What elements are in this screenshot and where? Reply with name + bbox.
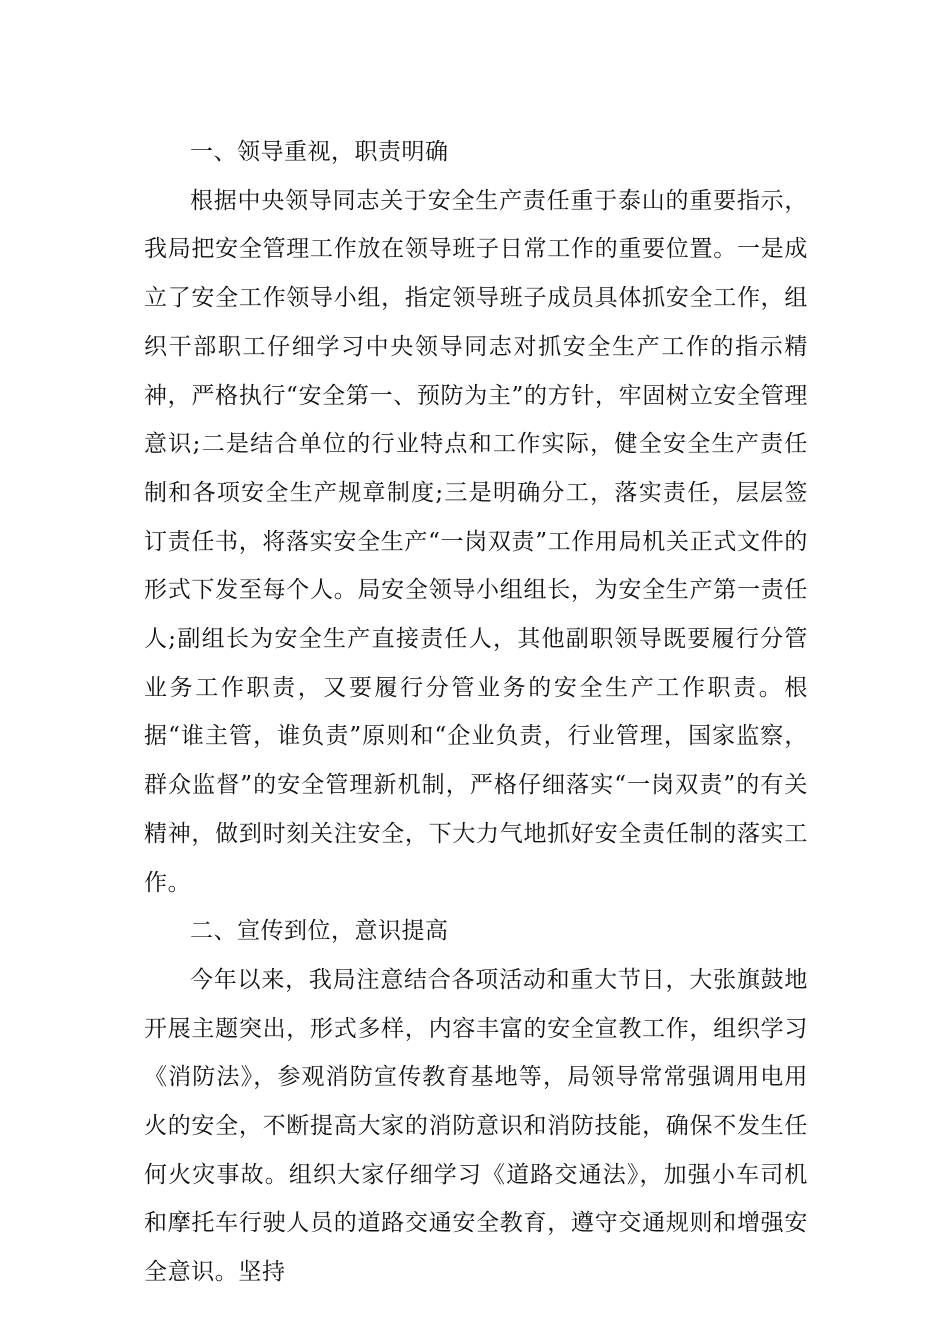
section-1-heading: 一、领导重视，职责明确	[190, 139, 449, 165]
document-body	[144, 128, 808, 1297]
section-2-heading: 二、宣传到位，意识提高	[190, 918, 449, 945]
section-1-paragraph: 根据中央领导同志关于安全生产责任重于泰山的重要指示，我局把安全管理工作放在领导班子日常工作的重要位置。一是成立了安全工作领导小组，指定领导班子成员具体抓安全工作，组织干部职工仔细学习中央领导同志对抓安全生产工作的指示精神，严格执行“安全第一、预防为主”的方针，牢固树立安全管理意识;二是结合单位的行业特点和工作实际，健全安全生产责任制和各项安全生产规章制度;三是明确分工，落实责任，层层签订责任书，将落实安全生产“一岗双责”工作用局机关正式文件的形式下发至每个人。局安全领导小组组长，为安全生产第一责任人;副组长为安全生产直接责任人，其他副职领导既要履行分管业务工作职责，又要履行分管业务的安全生产工作职责。根据“谁主管，谁负责”原则和“企业负责，行业管理，国家监察，群众监督”的安全管理新机制，严格仔细落实“一岗双责”的有关精神，做到时刻关注安全，下大力气地抓好安全责任制的落实工作。	[144, 187, 808, 896]
section-2-paragraph: 今年以来，我局注意结合各项活动和重大节日，大张旗鼓地开展主题突出，形式多样，内容丰富的安全宣教工作，组织学习《消防法》，参观消防宣传教育基地等，局领导常常强调用电用火的安全，不断提高大家的消防意识和消防技能，确保不发生任何火灾事故。组织大家仔细学习《道路交通法》，加强小车司机和摩托车行驶人员的道路交通安全教育，遵守交通规则和增强安全意识。坚持	[144, 966, 808, 1286]
